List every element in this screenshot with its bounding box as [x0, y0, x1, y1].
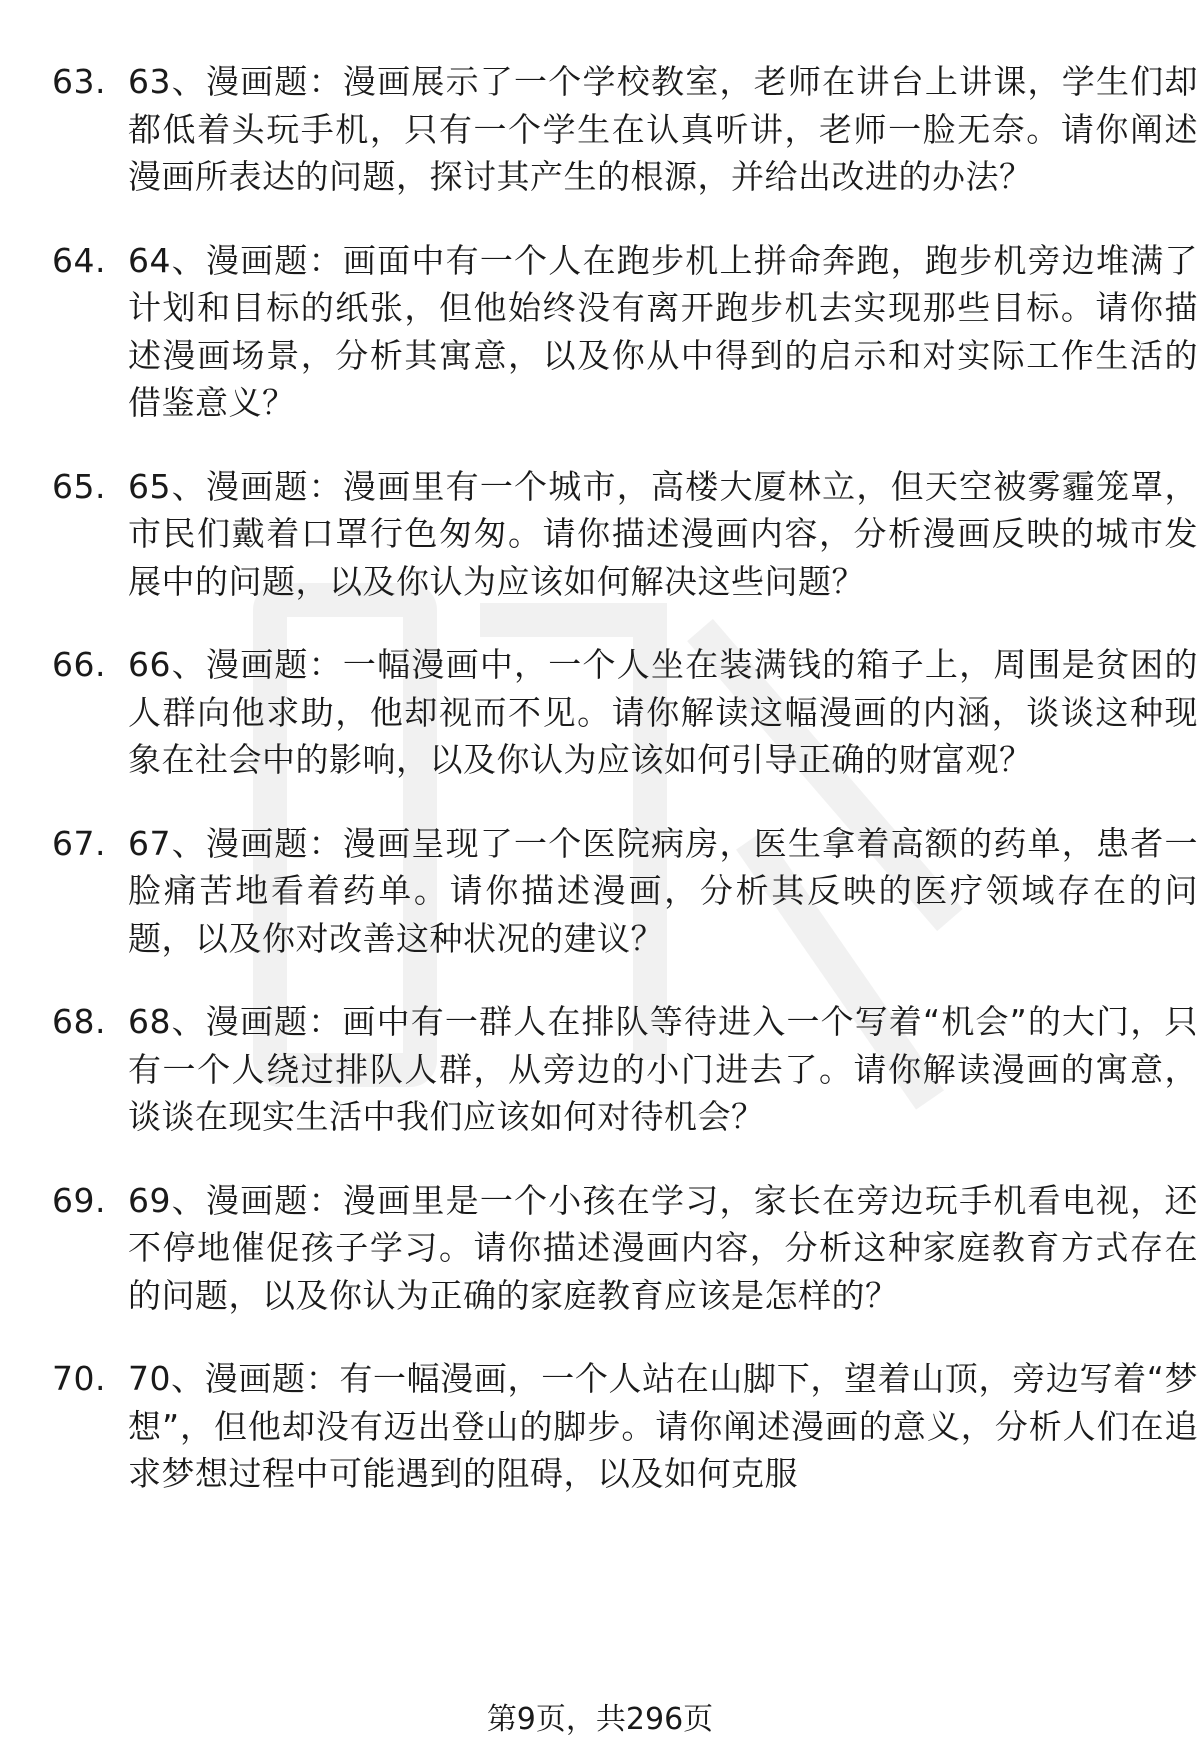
question-item — [52, 1177, 1198, 1320]
page-footer: 第9页，共296页 — [486, 1702, 714, 1737]
question-number: 69. — [52, 1180, 106, 1220]
question-text: 64、漫画题：画面中有一个人在跑步机上拼命奔跑，跑步机旁边堆满了计划和目标的纸张，但他始终没有离开跑步机去实现那些目标。请你描述漫画场景，分析其寓意，以及你从中得到的启示和对实际工作生活的借鉴意义？ — [128, 240, 1198, 422]
question-text: 70、漫画题：有一幅漫画，一个人站在山脚下，望着山顶，旁边写着“梦想”，但他却没有迈出登山的脚步。请你阐述漫画的意义，分析人们在追求梦想过程中可能遇到的阻碍，以及如何克服 — [128, 1359, 1198, 1493]
question-text: 66、漫画题：一幅漫画中，一个人坐在装满钱的箱子上，周围是贫困的人群向他求助，他却视而不见。请你解读这幅漫画的内涵，谈谈这种现象在社会中的影响，以及你认为应该如何引导正确的财富观？ — [128, 645, 1198, 779]
question-text: 68、漫画题：画中有一群人在排队等待进入一个写着“机会”的大门，只有一个人绕过排队人群，从旁边的小门进去了。请你解读漫画的寓意，谈谈在现实生活中我们应该如何对待机会？ — [128, 1002, 1198, 1136]
question-text: 65、漫画题：漫画里有一个城市，高楼大厦林立，但天空被雾霾笼罩，市民们戴着口罩行色匆匆。请你描述漫画内容，分析漫画反映的城市发展中的问题，以及你认为应该如何解决这些问题？ — [128, 466, 1198, 601]
question-item — [52, 58, 1198, 201]
question-item — [52, 237, 1198, 427]
question-item — [52, 820, 1198, 963]
question-item — [52, 1355, 1198, 1498]
question-list — [52, 58, 1198, 1534]
question-text: 69、漫画题：漫画里是一个小孩在学习，家长在旁边玩手机看电视，还不停地催促孩子学习。请你描述漫画内容，分析这种家庭教育方式存在的问题，以及你认为正确的家庭教育应该是怎样的？ — [128, 1180, 1198, 1315]
question-item — [52, 998, 1198, 1141]
question-number: 64. — [52, 240, 106, 280]
question-number: 67. — [52, 823, 106, 863]
question-text: 67、漫画题：漫画呈现了一个医院病房，医生拿着高额的药单，患者一脸痛苦地看着药单。请你描述漫画，分析其反映的医疗领域存在的问题，以及你对改善这种状况的建议？ — [128, 823, 1198, 958]
question-item — [52, 463, 1198, 606]
question-number: 66. — [52, 645, 106, 684]
question-item — [52, 641, 1198, 784]
question-number: 70. — [52, 1359, 106, 1398]
question-number: 63. — [52, 62, 106, 101]
question-text: 63、漫画题：漫画展示了一个学校教室，老师在讲台上讲课，学生们却都低着头玩手机，只有一个学生在认真听讲，老师一脸无奈。请你阐述漫画所表达的问题，探讨其产生的根源，并给出改进的办法？ — [128, 62, 1198, 196]
question-number: 65. — [52, 466, 106, 506]
question-number: 68. — [52, 1002, 106, 1041]
